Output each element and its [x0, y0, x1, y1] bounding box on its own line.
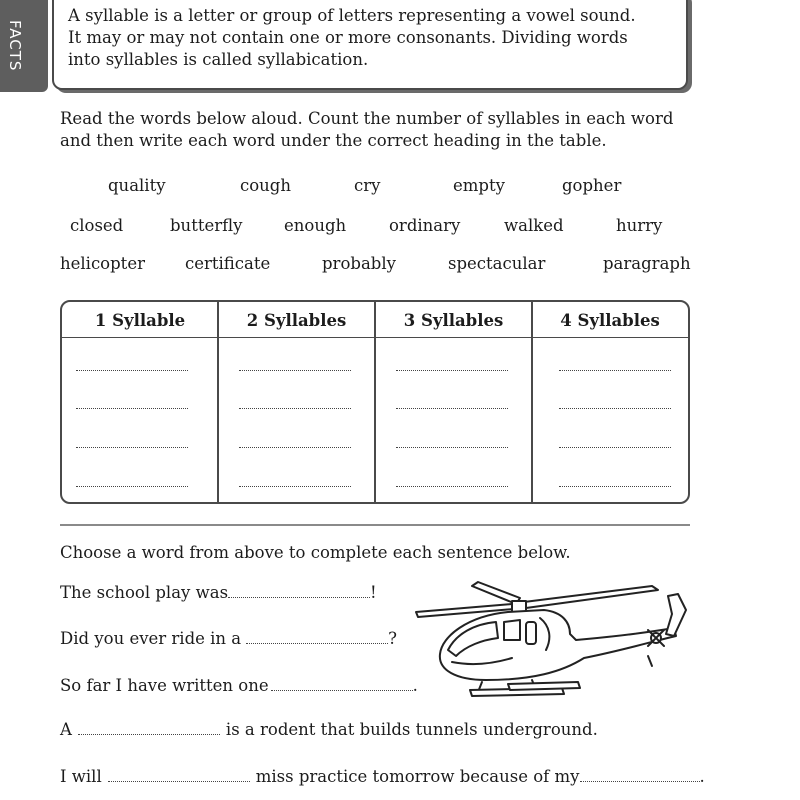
sentence-text: The school play was [60, 583, 229, 602]
sentence-blank[interactable] [108, 767, 250, 782]
answer-blank[interactable] [396, 408, 508, 409]
answer-blank[interactable] [559, 370, 671, 371]
sentence-text: miss practice tomorrow because of my [255, 767, 580, 786]
word-bank-item: helicopter [60, 254, 145, 273]
sentence-blank[interactable] [78, 720, 220, 735]
word-bank-item: paragraph [603, 254, 691, 273]
answer-blank[interactable] [76, 408, 188, 409]
facts-line: It may or may not contain one or more consonants. Dividing words [68, 28, 628, 47]
sentence-4 [60, 720, 598, 739]
word-bank-item: probably [322, 254, 396, 273]
sentence-blank[interactable] [228, 583, 370, 598]
table-header-2-syllables: 2 Syllables [246, 311, 347, 330]
sentence-text: ? [388, 629, 398, 648]
answer-blank[interactable] [76, 486, 188, 487]
facts-text [68, 5, 668, 71]
word-bank-item: empty [453, 176, 505, 195]
sentence-blank[interactable] [271, 676, 413, 691]
answer-blank[interactable] [239, 370, 351, 371]
section-divider [60, 524, 690, 526]
instruction-line: and then write each word under the correct heading in the table. [60, 131, 607, 150]
answer-blank[interactable] [396, 447, 508, 448]
sentence-text: . [412, 676, 418, 695]
answer-blank[interactable] [239, 486, 351, 487]
sentence-text: ! [370, 583, 377, 602]
sentence-text: . [699, 767, 705, 786]
answer-blank[interactable] [396, 370, 508, 371]
sentence-blank[interactable] [580, 767, 700, 782]
answer-blank[interactable] [239, 447, 351, 448]
word-bank-item: cry [354, 176, 381, 195]
sentence-text: A [60, 720, 72, 739]
word-bank-item: cough [240, 176, 291, 195]
word-bank-item: hurry [616, 216, 663, 235]
word-bank-item: gopher [562, 176, 622, 195]
table-header-1-syllable: 1 Syllable [94, 311, 186, 330]
sentence-text: I will [60, 767, 102, 786]
answer-blank[interactable] [559, 408, 671, 409]
word-bank-item: closed [70, 216, 124, 235]
sentence-3 [60, 676, 418, 695]
table-header-3-syllables: 3 Syllables [403, 311, 504, 330]
table-divider [374, 302, 376, 502]
sentence-text: Did you ever ride in a [60, 629, 242, 648]
word-bank-item: quality [108, 176, 166, 195]
table-divider [531, 302, 533, 502]
helicopter-illustration [412, 576, 702, 710]
sentence-text: is a rodent that builds tunnels underground. [225, 720, 598, 739]
instruction-line: Read the words below aloud. Count the number of syllables in each word [60, 109, 674, 128]
answer-blank[interactable] [76, 370, 188, 371]
sentence-1 [60, 583, 377, 602]
word-bank-item: certificate [185, 254, 271, 273]
word-bank-item: enough [284, 216, 347, 235]
answer-blank[interactable] [396, 486, 508, 487]
table-header-4-syllables: 4 Syllables [560, 311, 660, 330]
answer-blank[interactable] [76, 447, 188, 448]
word-bank-item: ordinary [389, 216, 461, 235]
sentence-text: So far I have written one [60, 676, 269, 695]
word-bank-item: walked [504, 216, 564, 235]
word-bank-item: spectacular [448, 254, 546, 273]
sentence-2 [60, 629, 397, 648]
word-bank-item: butterfly [170, 216, 243, 235]
facts-tab-label: FACTS [6, 20, 24, 72]
instructions [60, 108, 700, 152]
answer-blank[interactable] [559, 486, 671, 487]
facts-line: A syllable is a letter or group of letters representing a vowel sound. [68, 6, 636, 25]
helicopter-icon [412, 576, 702, 706]
answer-blank[interactable] [559, 447, 671, 448]
table-divider [217, 302, 219, 502]
sentence-blank[interactable] [246, 629, 388, 644]
syllable-table [60, 300, 690, 504]
facts-side-tab [0, 0, 48, 92]
answer-blank[interactable] [239, 408, 351, 409]
sentence-5 [60, 767, 705, 786]
facts-line: into syllables is called syllabication. [68, 50, 369, 69]
sentence-instructions: Choose a word from above to complete each sentence below. [60, 543, 571, 562]
